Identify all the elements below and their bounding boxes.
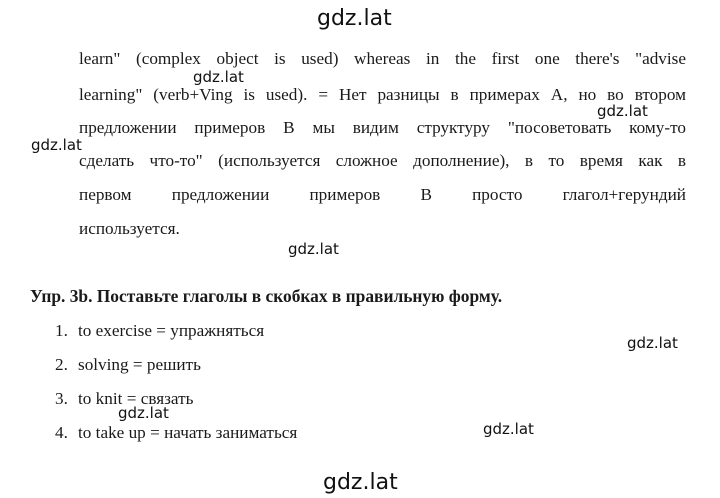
watermark: gdz.lat [118,404,169,422]
list-item-text: to exercise = упражняться [78,321,265,340]
list-item-number: 2. [55,355,68,374]
paragraph-line-4: сделать что-то" (используется сложное дополнение), в то время как в [79,151,686,170]
list-item-number: 3. [55,389,68,408]
list-item-text: to take up = начать заниматься [78,423,298,442]
list-item-text: solving = решить [78,355,201,374]
watermark-top: gdz.lat [317,6,392,31]
list-item [55,322,264,339]
paragraph-line-3: предложении примеров В мы видим структуру "посоветовать кому-то [79,118,686,137]
paragraph-line-5: первом предложении примеров В просто глагол+герундий [79,185,686,204]
paragraph-line-1: learn" (complex object is used) whereas in the first one there's "advise [79,49,686,68]
watermark: gdz.lat [597,102,648,120]
watermark: gdz.lat [627,334,678,352]
watermark: gdz.lat [31,136,82,154]
list-item [55,424,297,441]
paragraph-line-6: используется. [79,219,180,238]
watermark-bottom: gdz.lat [323,470,398,495]
paragraph-line-2: learning" (verb+Ving is used). = Нет разницы в примерах А, но во втором [79,85,686,104]
list-item-text: to knit = связать [78,389,194,408]
watermark: gdz.lat [193,68,244,86]
list-item-number: 4. [55,423,68,442]
list-item-number: 1. [55,321,68,340]
watermark: gdz.lat [483,420,534,438]
watermark: gdz.lat [288,240,339,258]
exercise-heading: Упр. 3b. Поставьте глаголы в скобках в правильную форму. [30,286,503,306]
list-item [55,356,201,373]
